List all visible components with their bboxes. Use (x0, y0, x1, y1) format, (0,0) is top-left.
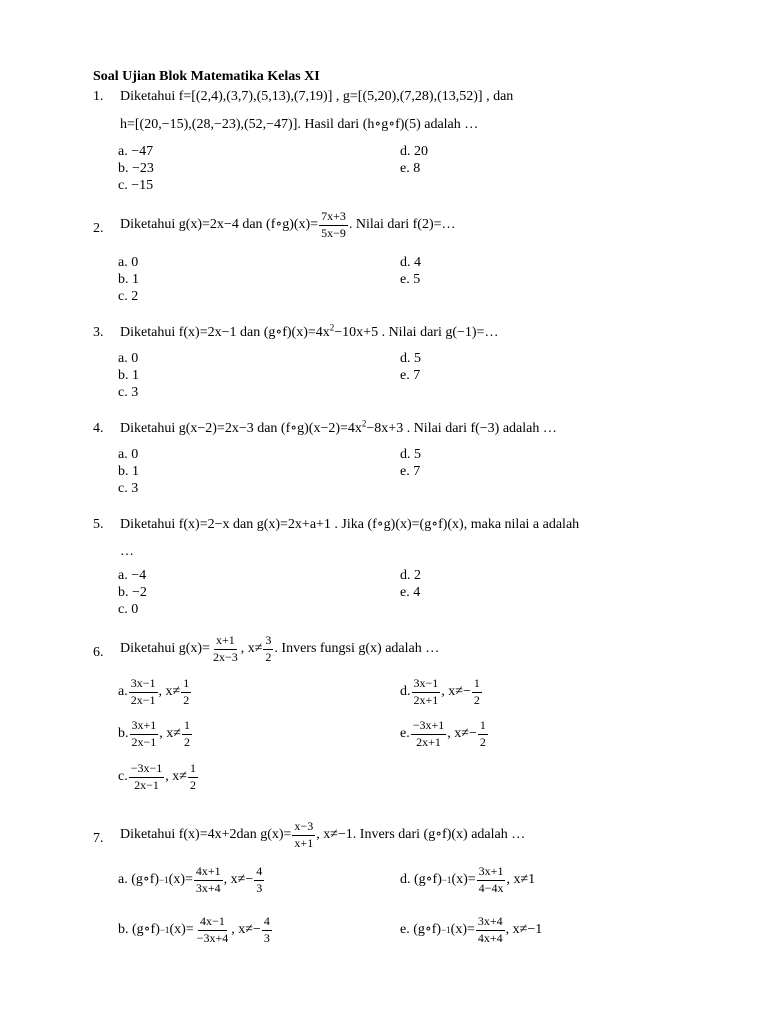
q7-option-d-arg: (x)= (451, 872, 476, 888)
q6-option-b-condition-denominator: 2 (183, 734, 190, 749)
q3-option-a: a. 0 (118, 351, 139, 366)
q6-option-d-numerator: 3x−1 (412, 677, 441, 693)
q6-text-post: . Invers fungsi g(x) adalah … (274, 641, 440, 657)
q6-option-c-condition: , x≠ (165, 769, 187, 785)
q7-fraction-numerator: x−3 (292, 820, 315, 836)
q7-option-d-numerator: 3x+1 (477, 865, 506, 881)
q5-option-d: d. 2 (400, 568, 421, 583)
q6-condition-denominator: 2 (265, 649, 272, 664)
q7-option-a: a. (g∘f) −1 (x)= $\frac{4x+1}{3x+4}$ , x≠− $\frac{4}{3}$ (118, 864, 263, 895)
q7-option-e-fraction (476, 915, 505, 946)
q7-option-a-condition-numerator: 4 (254, 865, 264, 881)
q3-option-c: c. 3 (118, 385, 139, 400)
q6-option-c-label: c. (118, 769, 128, 785)
q4-option-b: b. 1 (118, 464, 139, 479)
q6-option-d-label: d. (400, 684, 411, 700)
q7-number: 7. (93, 831, 104, 846)
q4-number: 4. (93, 421, 104, 436)
q6-option-d-denominator: 2x+1 (413, 692, 439, 707)
q7-option-a-arg: (x)= (168, 872, 193, 888)
q6-option-b (118, 719, 193, 750)
q7-option-b-condition-fraction (262, 915, 272, 946)
q7-option-e-denominator: 4x+4 (477, 930, 503, 945)
q1-text-line1: Diketahui f=[(2,4),(3,7),(5,13),(7,19)] , g=[(5,20),(7,28),(13,52)] , dan (120, 89, 514, 104)
q5-text-line2: … (120, 544, 134, 559)
q6-option-c-numerator: −3x−1 (129, 762, 165, 778)
q6-option-b-denominator: 2x−1 (131, 734, 157, 749)
q7-option-b-numerator: 4x−1 (198, 915, 227, 931)
q7-option-a-label: a. (118, 872, 128, 888)
q6-option-e-condition-denominator: 2 (479, 734, 486, 749)
q6-option-a-condition-denominator: 2 (183, 692, 190, 707)
q7-option-a-denominator: 3x+4 (195, 880, 221, 895)
q6-fraction (211, 634, 240, 665)
q6-text-mid: , x≠ (240, 641, 263, 657)
q3-exponent: 2 (329, 322, 335, 333)
q1-option-b: b. −23 (118, 161, 154, 176)
q2-option-d: d. 4 (400, 255, 421, 270)
q5-number: 5. (93, 517, 104, 532)
q6-option-d-fraction (412, 677, 441, 708)
q6-option-b-numerator: 3x+1 (130, 719, 159, 735)
q6-option-a-numerator: 3x−1 (129, 677, 158, 693)
q6-option-c-denominator: 2x−1 (134, 777, 159, 792)
q6-option-b-condition-fraction (182, 719, 192, 750)
q7-option-a-condition: , x≠− (223, 872, 254, 888)
q4-text-post: −8x+3 . Nilai dari f(−3) adalah … (366, 421, 557, 436)
q6-option-b-condition: , x≠ (159, 726, 181, 742)
q7-option-d-lhs: (g∘f) (414, 872, 442, 888)
exam-title: Soal Ujian Blok Matematika Kelas XI (93, 69, 320, 84)
q7-option-d-fraction (477, 865, 506, 896)
q7-fraction-denominator: x+1 (294, 835, 314, 850)
q7-option-b-condition-numerator: 4 (262, 915, 272, 931)
q7-option-b-lhs: (g∘f) (132, 922, 160, 938)
q6-option-e-denominator: 2x+1 (416, 734, 441, 749)
q6-option-c-condition-fraction (188, 762, 198, 793)
q6-option-d (400, 677, 483, 708)
q3-text (120, 322, 499, 340)
q7-option-e-condition: , x≠−1 (505, 922, 543, 938)
q6-option-e-condition-fraction (478, 719, 488, 750)
q5-option-b: b. −2 (118, 585, 147, 600)
q4-option-c: c. 3 (118, 481, 139, 496)
q6-option-d-condition-fraction (472, 677, 482, 708)
q4-option-d: d. 5 (400, 447, 421, 462)
q7-option-d-denominator: 4−4x (478, 880, 504, 895)
q6-condition-fraction (263, 634, 273, 665)
q7-option-b-arg: (x)= (169, 922, 194, 938)
q7-option-a-condition-denominator: 3 (256, 880, 263, 895)
q1-number: 1. (93, 89, 104, 104)
q6-fraction-numerator: x+1 (214, 634, 237, 650)
q7-option-b-condition: , x≠− (231, 922, 261, 938)
q3-option-b: b. 1 (118, 368, 139, 383)
q3-text-post: −10x+5 . Nilai dari g(−1)=… (334, 325, 499, 340)
q2-text-pre: Diketahui g(x)=2x−4 dan (f∘g)(x)= (120, 217, 319, 233)
q2-text (120, 210, 456, 241)
q6-option-b-label: b. (118, 726, 129, 742)
q6-option-c-condition-numerator: 1 (188, 762, 198, 778)
q6-text-pre: Diketahui g(x)= (120, 641, 210, 657)
q5-text-line1: Diketahui f(x)=2−x dan g(x)=2x+a+1 . Jika (f∘g)(x)=(g∘f)(x), maka nilai a adalah (120, 517, 580, 532)
q7-option-e: e. (g∘f) −1 (x)= $\frac{3x+4}{4x+4}$ , x≠−1 (400, 914, 543, 945)
q6-option-e-fraction (411, 719, 447, 750)
q3-text-pre: Diketahui f(x)=2x−1 dan (g∘f)(x)=4x (120, 325, 330, 340)
q2-text-post: . Nilai dari f(2)=… (348, 217, 456, 233)
q3-option-d: d. 5 (400, 351, 421, 366)
q7-option-b: b. (g∘f) −1 (x)= $\frac{4x-1}{-3x+4}$ , x≠− $\frac{4}{3}$ (118, 914, 270, 945)
q7-option-e-numerator: 3x+4 (476, 915, 505, 931)
q6-option-a-denominator: 2x−1 (130, 692, 156, 707)
q3-number: 3. (93, 325, 104, 340)
q5-option-c: c. 0 (118, 602, 139, 617)
q2-fraction-numerator: 7x+3 (319, 210, 348, 226)
q6-text (120, 634, 439, 665)
q7-option-a-fraction (194, 865, 223, 896)
q3-option-e: e. 7 (400, 368, 421, 383)
q6-option-a-fraction (129, 677, 158, 708)
q6-option-e (400, 719, 489, 750)
q2-number: 2. (93, 221, 104, 236)
q4-exponent: 2 (361, 418, 367, 429)
q6-option-d-condition: , x≠− (441, 684, 471, 700)
q6-option-e-condition: , x≠− (447, 726, 477, 742)
q7-option-a-lhs: (g∘f) (131, 872, 160, 888)
q6-option-c-fraction (129, 762, 165, 793)
q7-option-d: d. (g∘f) −1 (x)= $\frac{3x+1}{4-4x}$ , x≠1 (400, 864, 536, 895)
q6-condition-numerator: 3 (263, 634, 273, 650)
q2-option-e: e. 5 (400, 272, 421, 287)
q7-text-pre: Diketahui f(x)=4x+2dan g(x)= (120, 827, 292, 843)
q6-option-c-condition-denominator: 2 (189, 777, 196, 792)
q2-fraction-denominator: 5x−9 (321, 225, 346, 240)
q4-text (120, 418, 557, 436)
q7-option-b-condition-denominator: 3 (263, 930, 270, 945)
q7-option-a-numerator: 4x+1 (194, 865, 223, 881)
q4-option-a: a. 0 (118, 447, 139, 462)
q7-option-e-lhs: (g∘f) (413, 922, 442, 938)
q7-option-e-label: e. (400, 922, 410, 938)
q6-option-a-label: a. (118, 684, 128, 700)
q4-option-e: e. 7 (400, 464, 421, 479)
q6-option-b-fraction (130, 719, 159, 750)
q7-option-b-fraction (195, 915, 231, 946)
q7-option-e-arg: (x)= (450, 922, 475, 938)
q2-option-a: a. 0 (118, 255, 139, 270)
q7-option-d-label: d. (400, 872, 411, 888)
q6-option-e-condition-numerator: 1 (478, 719, 488, 735)
q7-text-post: , x≠−1. Invers dari (g∘f)(x) adalah … (316, 827, 526, 843)
q7-option-b-denominator: −3x+4 (196, 930, 229, 945)
q6-number: 6. (93, 645, 104, 660)
q6-option-c (118, 762, 199, 793)
q1-option-c: c. −15 (118, 178, 154, 193)
q7-text (120, 820, 525, 851)
q1-option-d: d. 20 (400, 144, 428, 159)
q6-option-e-numerator: −3x+1 (411, 719, 447, 735)
q6-option-b-condition-numerator: 1 (182, 719, 192, 735)
q1-option-a: a. −47 (118, 144, 154, 159)
q4-text-pre: Diketahui g(x−2)=2x−3 dan (f∘g)(x−2)=4x (120, 421, 362, 436)
q6-fraction-denominator: 2x−3 (212, 649, 238, 664)
q6-option-d-condition-numerator: 1 (472, 677, 482, 693)
q6-option-a-condition: , x≠ (158, 684, 181, 700)
q2-option-b: b. 1 (118, 272, 139, 287)
q2-option-c: c. 2 (118, 289, 139, 304)
q7-option-b-label: b. (118, 922, 129, 938)
q6-option-a-condition-fraction (181, 677, 191, 708)
q1-option-e: e. 8 (400, 161, 421, 176)
q5-option-a: a. −4 (118, 568, 147, 583)
q1-text-line2: h=[(20,−15),(28,−23),(52,−47)]. Hasil dari (h∘g∘f)(5) adalah … (120, 117, 479, 132)
q7-option-a-condition-fraction (254, 865, 264, 896)
q7-option-d-condition: , x≠1 (506, 872, 536, 888)
q6-option-d-condition-denominator: 2 (473, 692, 480, 707)
q5-option-e: e. 4 (400, 585, 421, 600)
q6-option-e-label: e. (400, 726, 410, 742)
q6-option-a (118, 677, 192, 708)
q6-option-a-condition-numerator: 1 (181, 677, 191, 693)
q7-fraction (292, 820, 315, 851)
q2-fraction (319, 210, 348, 241)
